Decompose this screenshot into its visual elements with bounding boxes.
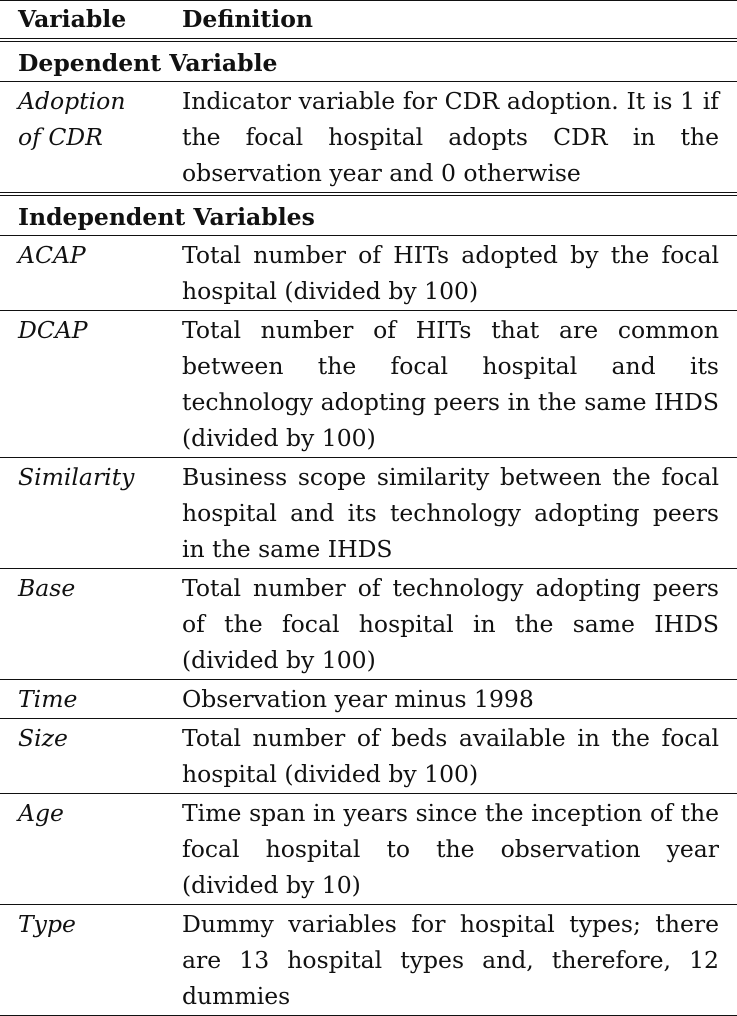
variable-definition: Indicator variable for CDR adoption. It is 1 if the focal hospital adopts CDR in the observation year and 0 otherwise: [172, 82, 737, 195]
table-row: [0, 311, 737, 458]
table-row: [0, 719, 737, 794]
variable-name: Size: [0, 719, 172, 794]
variable-name: DCAP: [0, 311, 172, 458]
header-definition: Definition: [182, 5, 313, 33]
table-row: [0, 569, 737, 680]
table-row: [0, 794, 737, 905]
variable-definition: Total number of HITs adopted by the focal hospital (divided by 100): [172, 236, 737, 311]
table-row: [0, 236, 737, 311]
section-title: Dependent Variable: [18, 49, 278, 77]
table-row: [0, 458, 737, 569]
table-row: [0, 680, 737, 719]
variable-name: Age: [0, 794, 172, 905]
variable-definition: Business scope similarity between the focal hospital and its technology adopting peers in the same IHDS: [172, 458, 737, 569]
variable-definition: Dummy variables for hospital types; there are 13 hospital types and, therefore, 12 dummies: [172, 905, 737, 1016]
variable-definition: Observation year minus 1998: [172, 680, 737, 719]
table-row: [0, 82, 737, 195]
section-independent-variables: [0, 194, 737, 236]
variable-name: Time: [0, 680, 172, 719]
table-header-row: [0, 1, 737, 41]
header-variable: Variable: [18, 5, 127, 33]
variable-name: Adoption of CDR: [0, 82, 172, 195]
variable-name: Type: [0, 905, 172, 1016]
section-title: Independent Variables: [0, 194, 737, 236]
table-row: [0, 905, 737, 1016]
variable-definition: Total number of beds available in the focal hospital (divided by 100): [172, 719, 737, 794]
variable-definition: Total number of HITs that are common between the focal hospital and its technology adopting peers in the same IHDS (divided by 100): [172, 311, 737, 458]
variable-definition: Total number of technology adopting peers of the focal hospital in the same IHDS (divided by 100): [172, 569, 737, 680]
section-dependent-variable: [0, 40, 737, 82]
variable-name: Base: [0, 569, 172, 680]
variable-definition: Time span in years since the inception of the focal hospital to the observation year (divided by 10): [172, 794, 737, 905]
variable-name: ACAP: [0, 236, 172, 311]
variable-name: Similarity: [0, 458, 172, 569]
